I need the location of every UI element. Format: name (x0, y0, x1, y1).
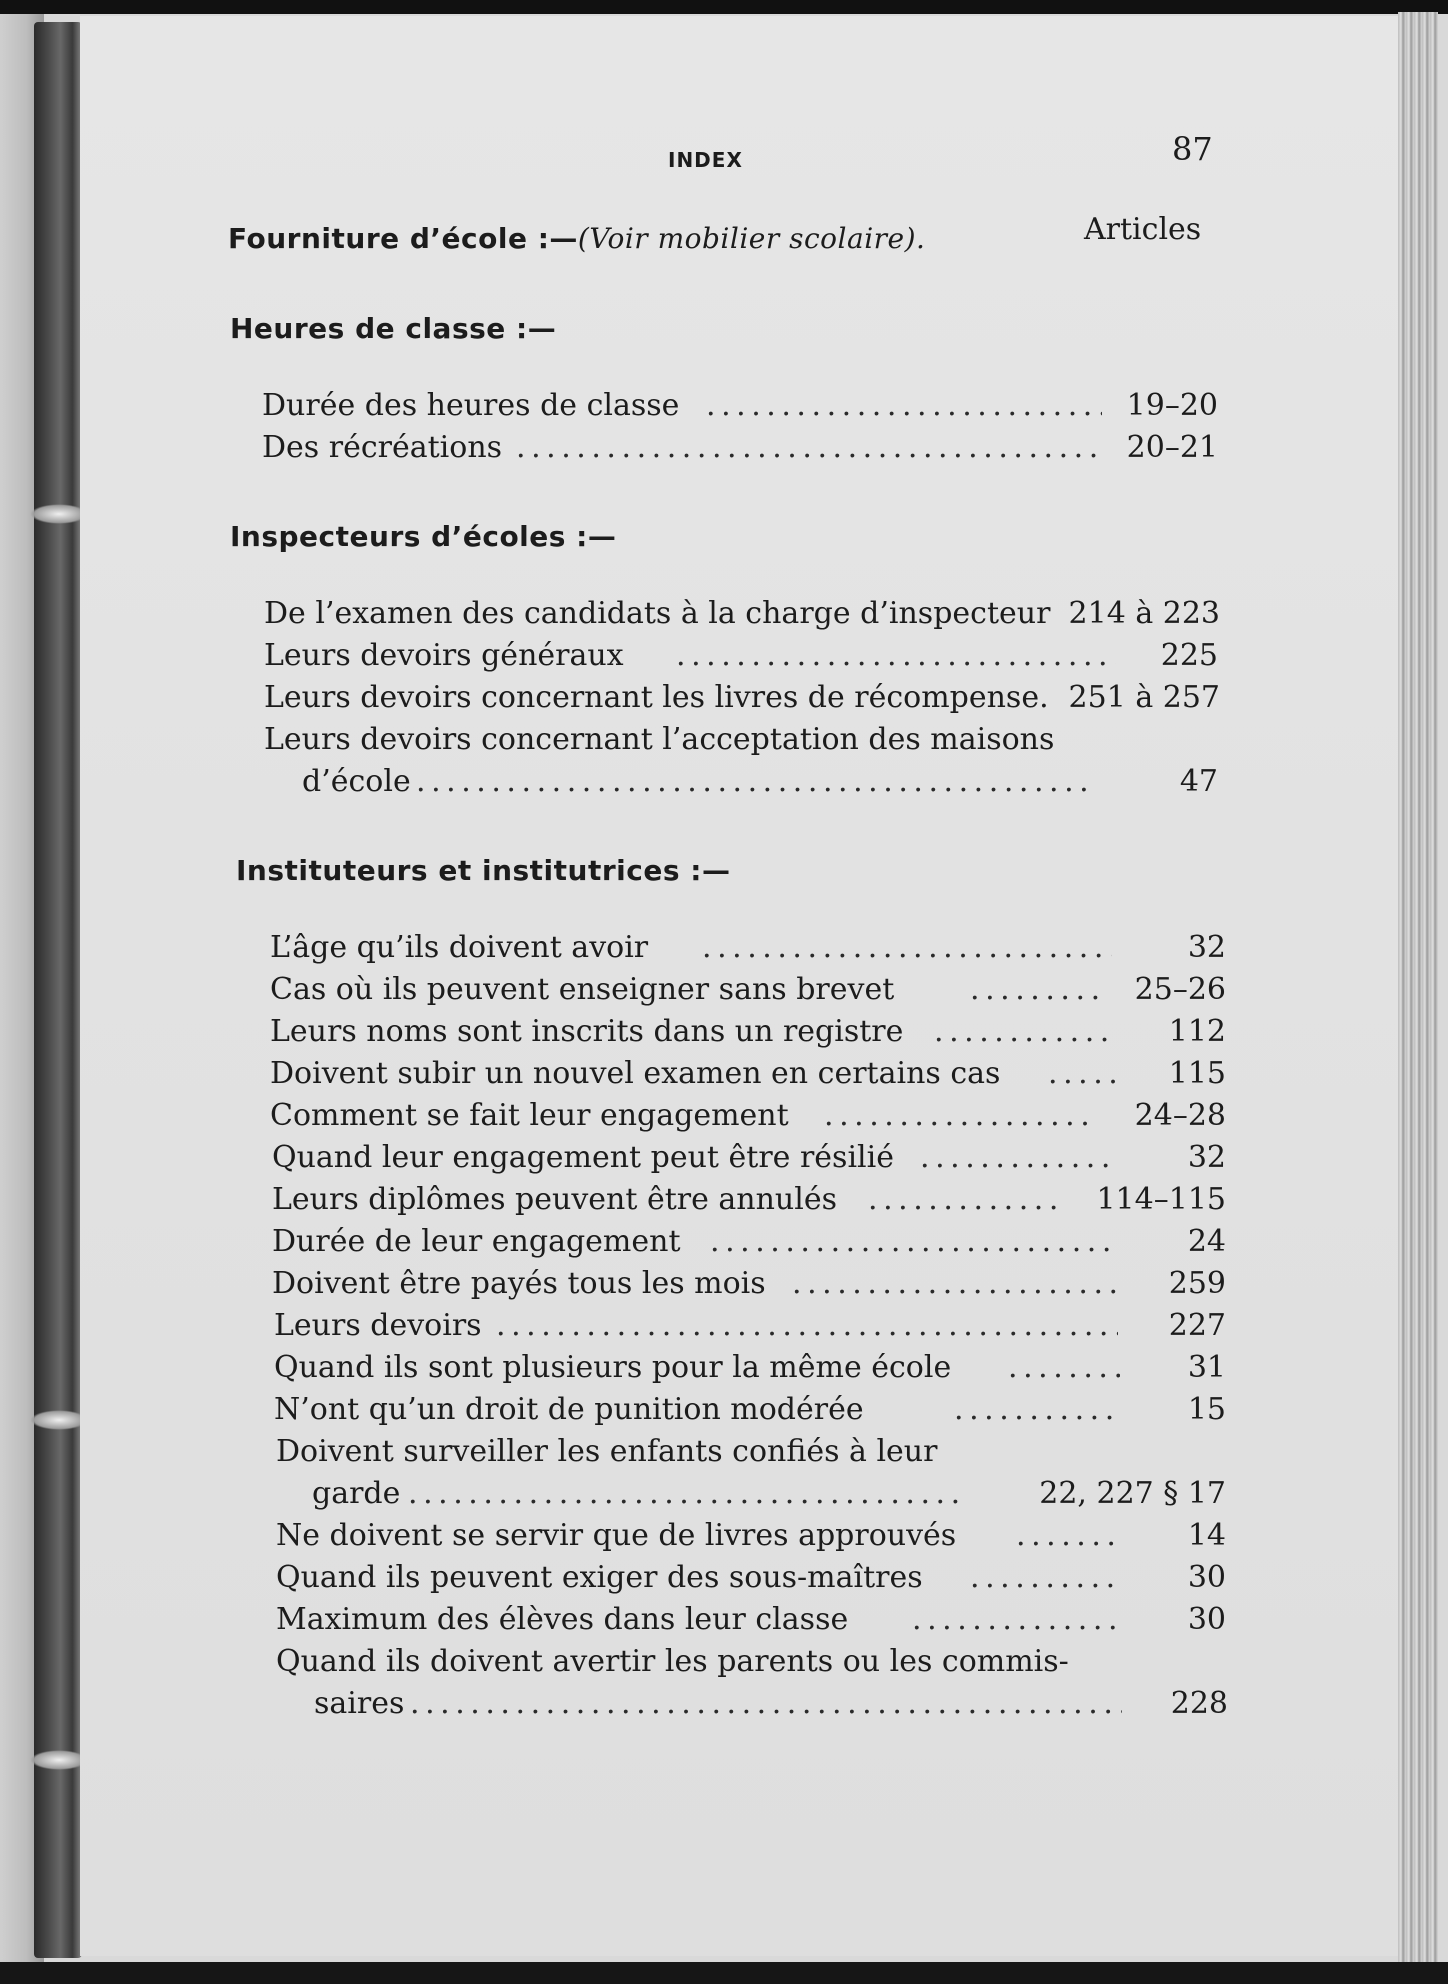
index-entry (272, 1264, 1226, 1304)
section-heading: Heures de classe :— (230, 312, 557, 345)
index-entry (276, 1558, 1226, 1598)
index-entry (274, 1306, 1226, 1346)
entry-ref: 214 à 223 (1068, 596, 1220, 631)
leader-dots (706, 386, 1102, 426)
column-header-articles: Articles (1084, 212, 1202, 247)
entry-ref: 25–26 (1134, 972, 1226, 1007)
entry-ref: 47 (1179, 764, 1218, 799)
entry-label: Doivent surveiller les enfants confiés à leur (276, 1434, 938, 1469)
leader-dots (416, 762, 1092, 802)
entry-ref: 115 (1168, 1056, 1226, 1091)
index-entry (270, 970, 1226, 1010)
index-entry (272, 1222, 1226, 1262)
running-title: INDEX (668, 148, 743, 172)
index-entry (262, 386, 1218, 426)
leader-dots (710, 1222, 1118, 1262)
entry-label: Ne doivent se servir que de livres approuvés (276, 1518, 957, 1553)
entry-label: Quand leur engagement peut être résilié (272, 1140, 894, 1175)
entry-ref: 251 à 257 (1068, 680, 1220, 715)
entry-label: Leurs diplômes peuvent être annulés (272, 1182, 837, 1217)
entry-ref: 30 (1187, 1560, 1226, 1595)
leader-dots (934, 1012, 1112, 1052)
entry-label: Doivent subir un nouvel examen en certains cas (270, 1056, 1001, 1091)
leader-dots (702, 928, 1112, 968)
index-entry-continuation (314, 1684, 1228, 1724)
entry-label: Maximum des élèves dans leur classe (276, 1602, 849, 1637)
entry-ref: 32 (1187, 1140, 1226, 1175)
entry-label: Cas où ils peuvent enseigner sans brevet (270, 972, 895, 1007)
entry-ref: 15 (1187, 1392, 1226, 1427)
index-entry (276, 1600, 1226, 1640)
entry-continuation: d’école (302, 764, 411, 799)
index-entry (264, 594, 1220, 634)
index-entry (276, 1516, 1226, 1556)
section-note: (Voir mobilier scolaire). (577, 222, 926, 255)
index-entry (270, 1054, 1226, 1094)
leader-dots (954, 1390, 1120, 1430)
index-entry (264, 678, 1220, 718)
entry-ref: 112 (1168, 1014, 1226, 1049)
index-entry (274, 1348, 1226, 1388)
index-entry (270, 928, 1226, 968)
entry-label: Leurs devoirs généraux (264, 638, 624, 673)
index-entry (264, 720, 1220, 760)
entry-label: Leurs devoirs (274, 1308, 482, 1343)
leader-dots (1008, 1348, 1120, 1388)
entry-ref: 31 (1187, 1350, 1226, 1385)
leader-dots (408, 1474, 968, 1514)
entry-ref: 225 (1160, 638, 1218, 673)
entry-ref: 24–28 (1134, 1098, 1226, 1133)
entry-label: Quand ils sont plusieurs pour la même école (274, 1350, 952, 1385)
entry-label: Durée des heures de classe (262, 388, 680, 423)
entry-label: De l’examen des candidats à la charge d’inspecteur (264, 596, 1051, 631)
section-heading (228, 222, 925, 255)
entry-ref: 20–21 (1126, 430, 1218, 465)
entry-ref: 30 (1187, 1602, 1226, 1637)
leader-dots (516, 428, 1102, 468)
leader-dots (970, 970, 1106, 1010)
entry-label: Doivent être payés tous les mois (272, 1266, 766, 1301)
entry-label: Des récréations (262, 430, 503, 465)
index-entry (276, 1642, 1226, 1682)
leader-dots (912, 1600, 1120, 1640)
page-number: 87 (1172, 130, 1213, 168)
entry-label: Quand ils doivent avertir les parents ou les commis- (276, 1644, 1069, 1679)
entry-ref: 22, 227 § 17 (1039, 1476, 1226, 1511)
entry-ref: 114–115 (1096, 1182, 1226, 1217)
entry-ref: 228 (1170, 1686, 1228, 1721)
entry-label: Leurs devoirs concernant les livres de récompense. (264, 680, 1049, 715)
leader-dots (1048, 1054, 1116, 1094)
entry-ref: 32 (1187, 930, 1226, 965)
entry-ref: 227 (1168, 1308, 1226, 1343)
entry-label: Leurs noms sont inscrits dans un registre (270, 1014, 904, 1049)
entry-label: Durée de leur engagement (272, 1224, 681, 1259)
index-entry (270, 1096, 1226, 1136)
entry-continuation: garde (312, 1476, 401, 1511)
index-entry-continuation (312, 1474, 1226, 1514)
leader-dots (970, 1558, 1120, 1598)
section-heading: Instituteurs et institutrices :— (236, 854, 731, 887)
section-title: Fourniture d’école :— (228, 222, 578, 255)
index-entry (272, 1180, 1226, 1220)
entry-label: N’ont qu’un droit de punition modérée (274, 1392, 864, 1427)
leader-dots (868, 1180, 1064, 1220)
index-entry (274, 1390, 1226, 1430)
leader-dots (410, 1684, 1122, 1724)
leader-dots (496, 1306, 1118, 1346)
entry-ref: 14 (1187, 1518, 1226, 1553)
entry-label: Leurs devoirs concernant l’acceptation des maisons (264, 722, 1055, 757)
index-entry (272, 1138, 1226, 1178)
leader-dots (824, 1096, 1094, 1136)
entry-label: L’âge qu’ils doivent avoir (270, 930, 649, 965)
leader-dots (1016, 1516, 1120, 1556)
index-entry-continuation (302, 762, 1218, 802)
entry-label: Quand ils peuvent exiger des sous-maîtres (276, 1560, 923, 1595)
section-heading: Inspecteurs d’écoles :— (230, 520, 617, 553)
index-entry (262, 428, 1218, 468)
entry-ref: 19–20 (1126, 388, 1218, 423)
index-entry (276, 1432, 1226, 1472)
entry-label: Comment se fait leur engagement (270, 1098, 789, 1133)
leader-dots (792, 1264, 1118, 1304)
entry-ref: 24 (1187, 1224, 1226, 1259)
entry-continuation: saires (314, 1686, 405, 1721)
leader-dots (920, 1138, 1116, 1178)
index-entry (264, 636, 1218, 676)
index-entry (270, 1012, 1226, 1052)
entry-ref: 259 (1168, 1266, 1226, 1301)
leader-dots (676, 636, 1116, 676)
